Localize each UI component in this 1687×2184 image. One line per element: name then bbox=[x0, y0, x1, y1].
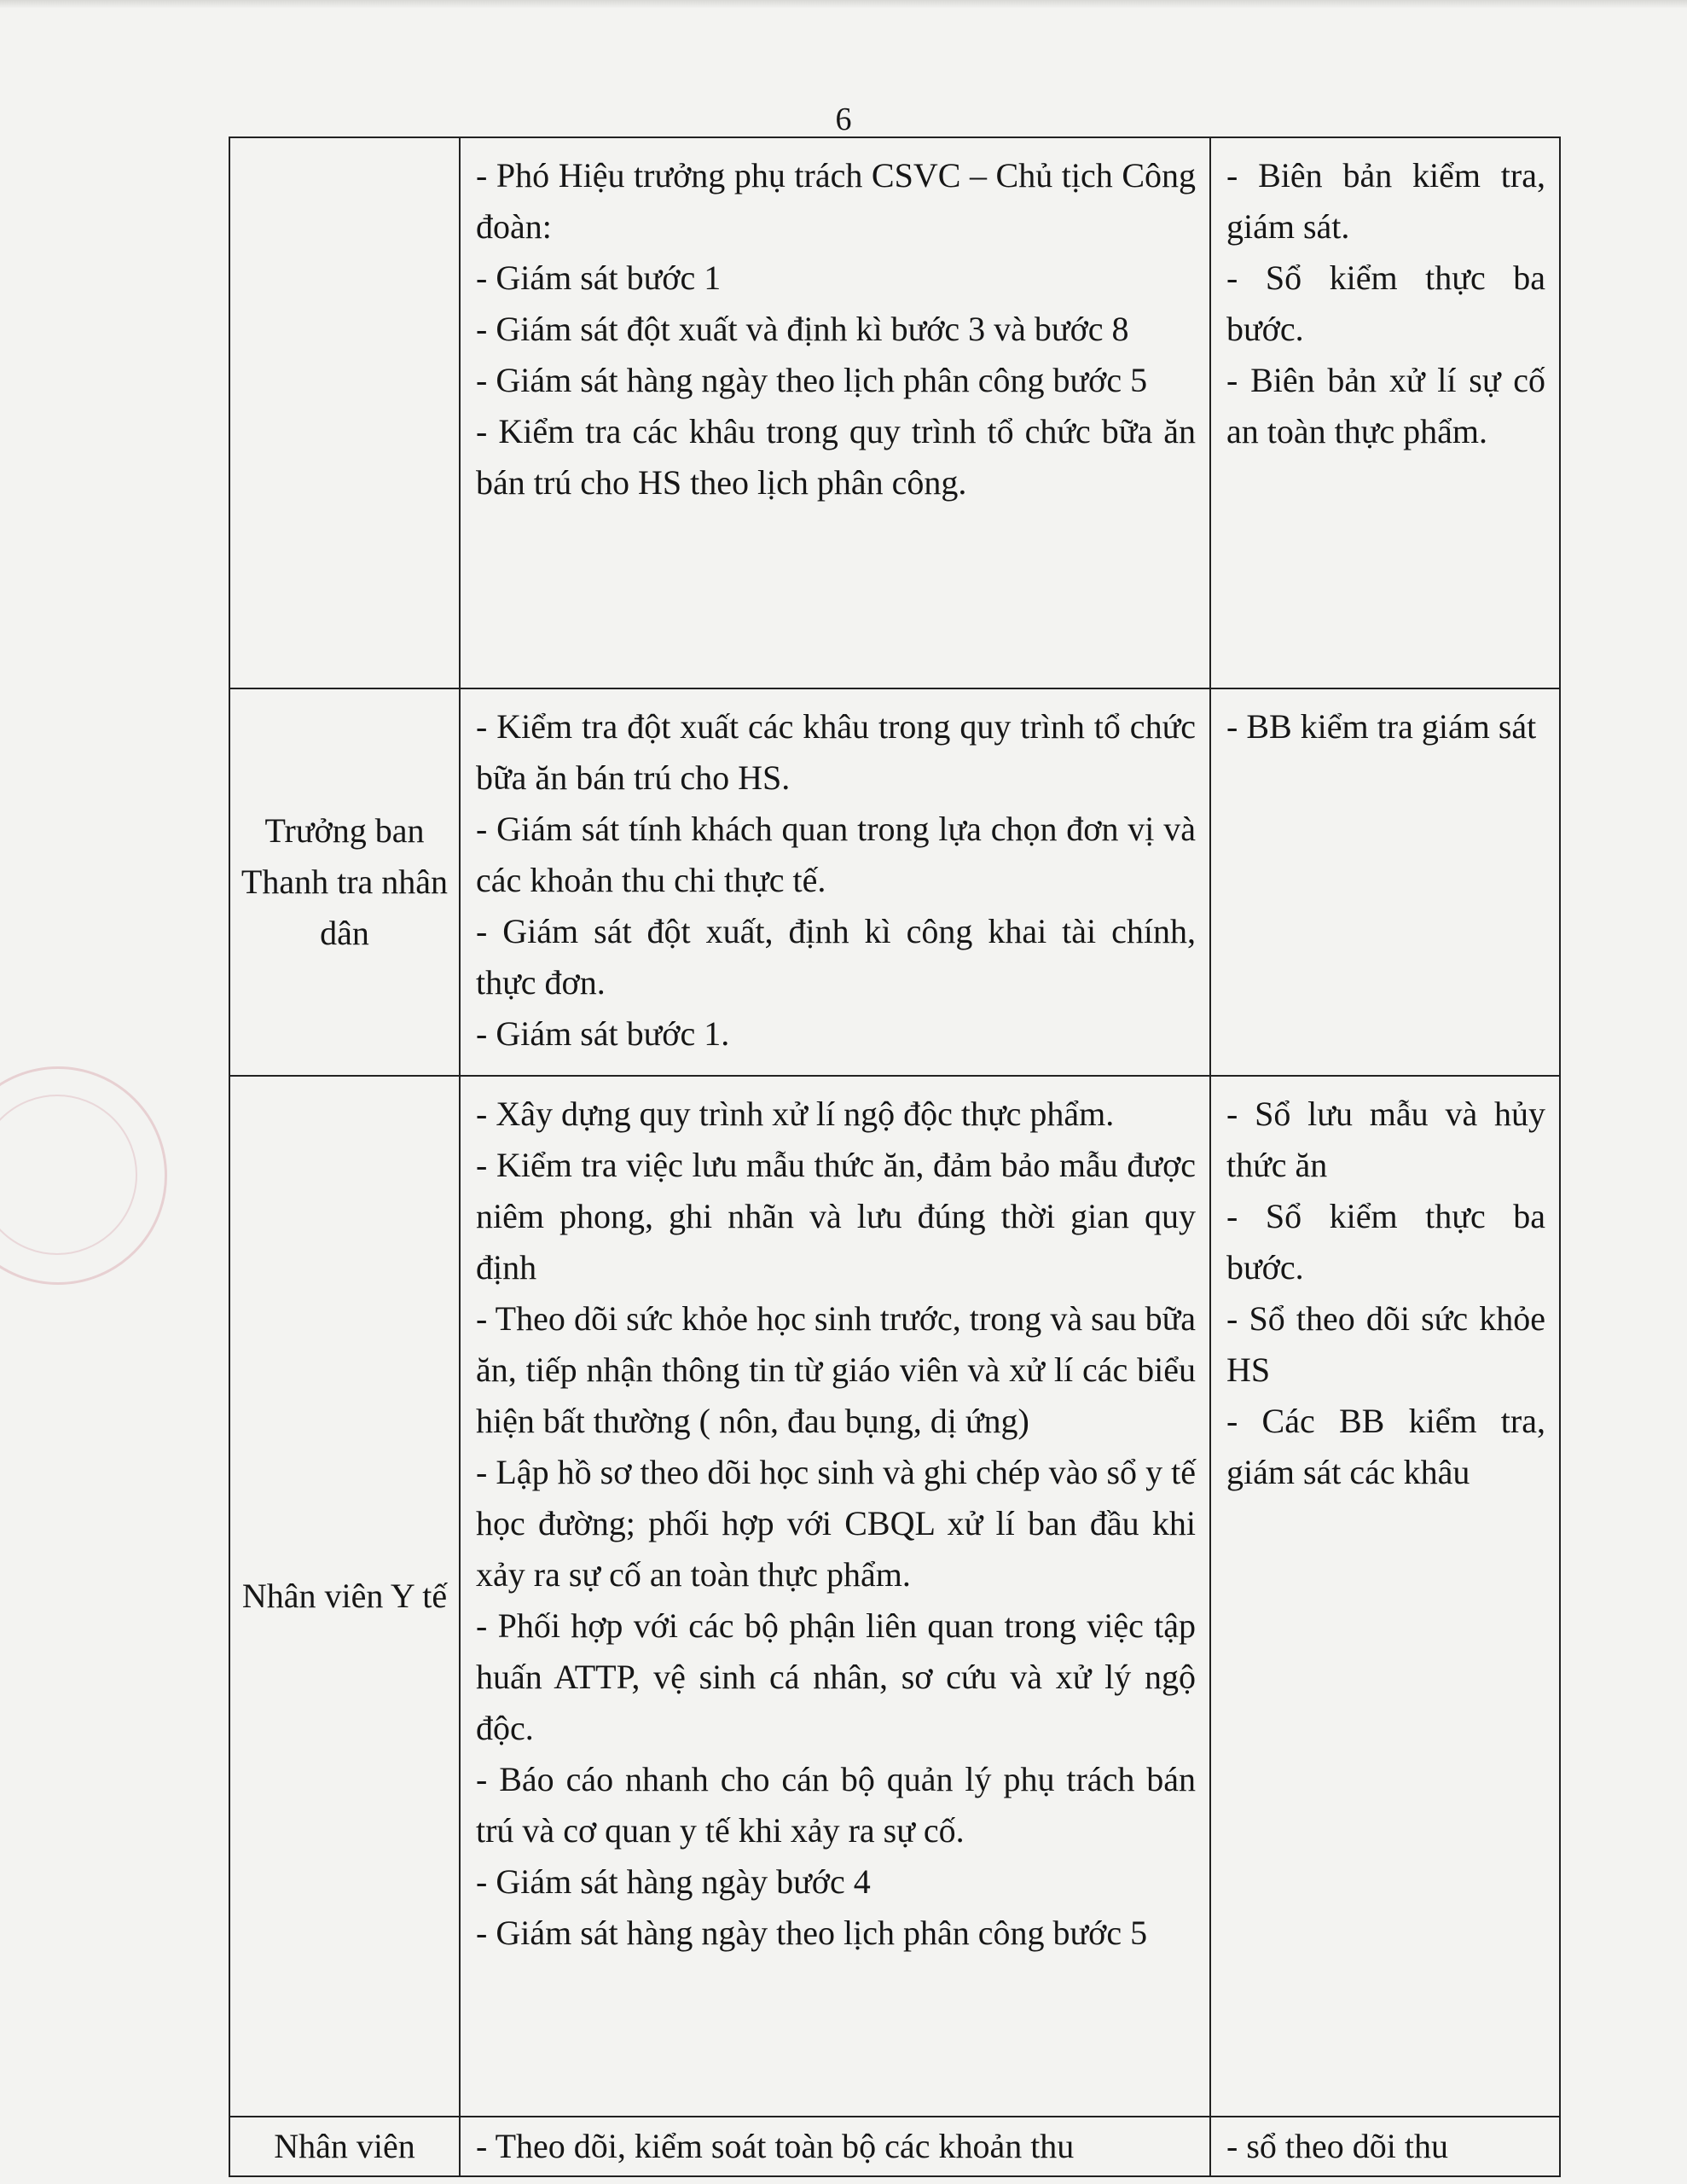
role-cell: Trưởng ban Thanh tra nhân dân bbox=[229, 688, 460, 1076]
role-cell: Nhân viên Y tế bbox=[229, 1076, 460, 2117]
record-item: - Sổ lưu mẫu và hủy thức ăn bbox=[1226, 1095, 1545, 1184]
duty-table bbox=[229, 136, 1561, 2177]
task-item: - Giám sát hàng ngày theo lịch phân công bước 5 bbox=[476, 361, 1148, 399]
record-item: - Sổ kiểm thực ba bước. bbox=[1226, 258, 1545, 348]
scan-edge bbox=[0, 0, 1687, 9]
task-item: - Theo dõi, kiểm soát toàn bộ các khoản thu bbox=[476, 2127, 1075, 2165]
tasks-cell bbox=[460, 137, 1210, 688]
record-item: - Biên bản kiểm tra, giám sát. bbox=[1226, 156, 1545, 246]
task-item: - Lập hồ sơ theo dõi học sinh và ghi chép vào sổ y tế học đường; phối hợp với CBQL xử lí ban đầu khi xảy ra sự cố an toàn thực phẩm. bbox=[476, 1453, 1196, 1594]
task-item: - Kiểm tra đột xuất các khâu trong quy trình tổ chức bữa ăn bán trú cho HS. bbox=[476, 707, 1196, 797]
role-cell: Nhân viên bbox=[229, 2117, 460, 2176]
records-cell bbox=[1210, 137, 1560, 688]
page-number: 6 bbox=[835, 102, 852, 137]
record-item: - Biên bản xử lí sự cố an toàn thực phẩm. bbox=[1226, 361, 1545, 450]
task-item: - Giám sát bước 1 bbox=[476, 258, 722, 297]
tasks-cell bbox=[460, 688, 1210, 1076]
role-cell bbox=[229, 137, 460, 688]
task-item: - Giám sát hàng ngày theo lịch phân công bước 5 bbox=[476, 1914, 1148, 1952]
records-cell bbox=[1210, 688, 1560, 1076]
task-item: - Giám sát bước 1. bbox=[476, 1014, 730, 1053]
record-item: - BB kiểm tra giám sát bbox=[1226, 707, 1537, 746]
task-item: - Giám sát đột xuất, định kì công khai tài chính, thực đơn. bbox=[476, 912, 1196, 1002]
record-item: - sổ theo dõi thu bbox=[1226, 2127, 1448, 2165]
table-row bbox=[229, 1076, 1560, 2117]
task-item: - Kiểm tra việc lưu mẫu thức ăn, đảm bảo mẫu được niêm phong, ghi nhãn và lưu đúng thời gian quy định bbox=[476, 1146, 1196, 1287]
task-item: - Phó Hiệu trưởng phụ trách CSVC – Chủ tịch Công đoàn: bbox=[476, 156, 1196, 246]
table-row bbox=[229, 688, 1560, 1076]
record-item: - Sổ theo dõi sức khỏe HS bbox=[1226, 1299, 1545, 1389]
task-item: - Theo dõi sức khỏe học sinh trước, trong và sau bữa ăn, tiếp nhận thông tin từ giáo viên và xử lí các biểu hiện bất thường ( nôn, đau bụng, dị ứng) bbox=[476, 1299, 1196, 1440]
task-item: - Giám sát đột xuất và định kì bước 3 và bước 8 bbox=[476, 310, 1129, 348]
task-item: - Kiểm tra các khâu trong quy trình tổ chức bữa ăn bán trú cho HS theo lịch phân công. bbox=[476, 412, 1196, 502]
faded-stamp bbox=[0, 1066, 167, 1285]
tasks-cell bbox=[460, 2117, 1210, 2176]
task-item: - Xây dựng quy trình xử lí ngộ độc thực phẩm. bbox=[476, 1095, 1115, 1133]
record-item: - Các BB kiểm tra, giám sát các khâu bbox=[1226, 1402, 1545, 1491]
tasks-cell bbox=[460, 1076, 1210, 2117]
records-cell bbox=[1210, 1076, 1560, 2117]
task-item: - Giám sát hàng ngày bước 4 bbox=[476, 1862, 871, 1901]
records-cell bbox=[1210, 2117, 1560, 2176]
task-item: - Phối hợp với các bộ phận liên quan trong việc tập huấn ATTP, vệ sinh cá nhân, sơ cứu và xử lý ngộ độc. bbox=[476, 1606, 1196, 1747]
faded-stamp-inner bbox=[0, 1095, 137, 1255]
record-item: - Sổ kiểm thực ba bước. bbox=[1226, 1197, 1545, 1287]
table-row bbox=[229, 137, 1560, 688]
task-item: - Báo cáo nhanh cho cán bộ quản lý phụ trách bán trú và cơ quan y tế khi xảy ra sự cố. bbox=[476, 1760, 1196, 1850]
table-row bbox=[229, 2117, 1560, 2176]
task-item: - Giám sát tính khách quan trong lựa chọn đơn vị và các khoản thu chi thực tế. bbox=[476, 810, 1196, 899]
